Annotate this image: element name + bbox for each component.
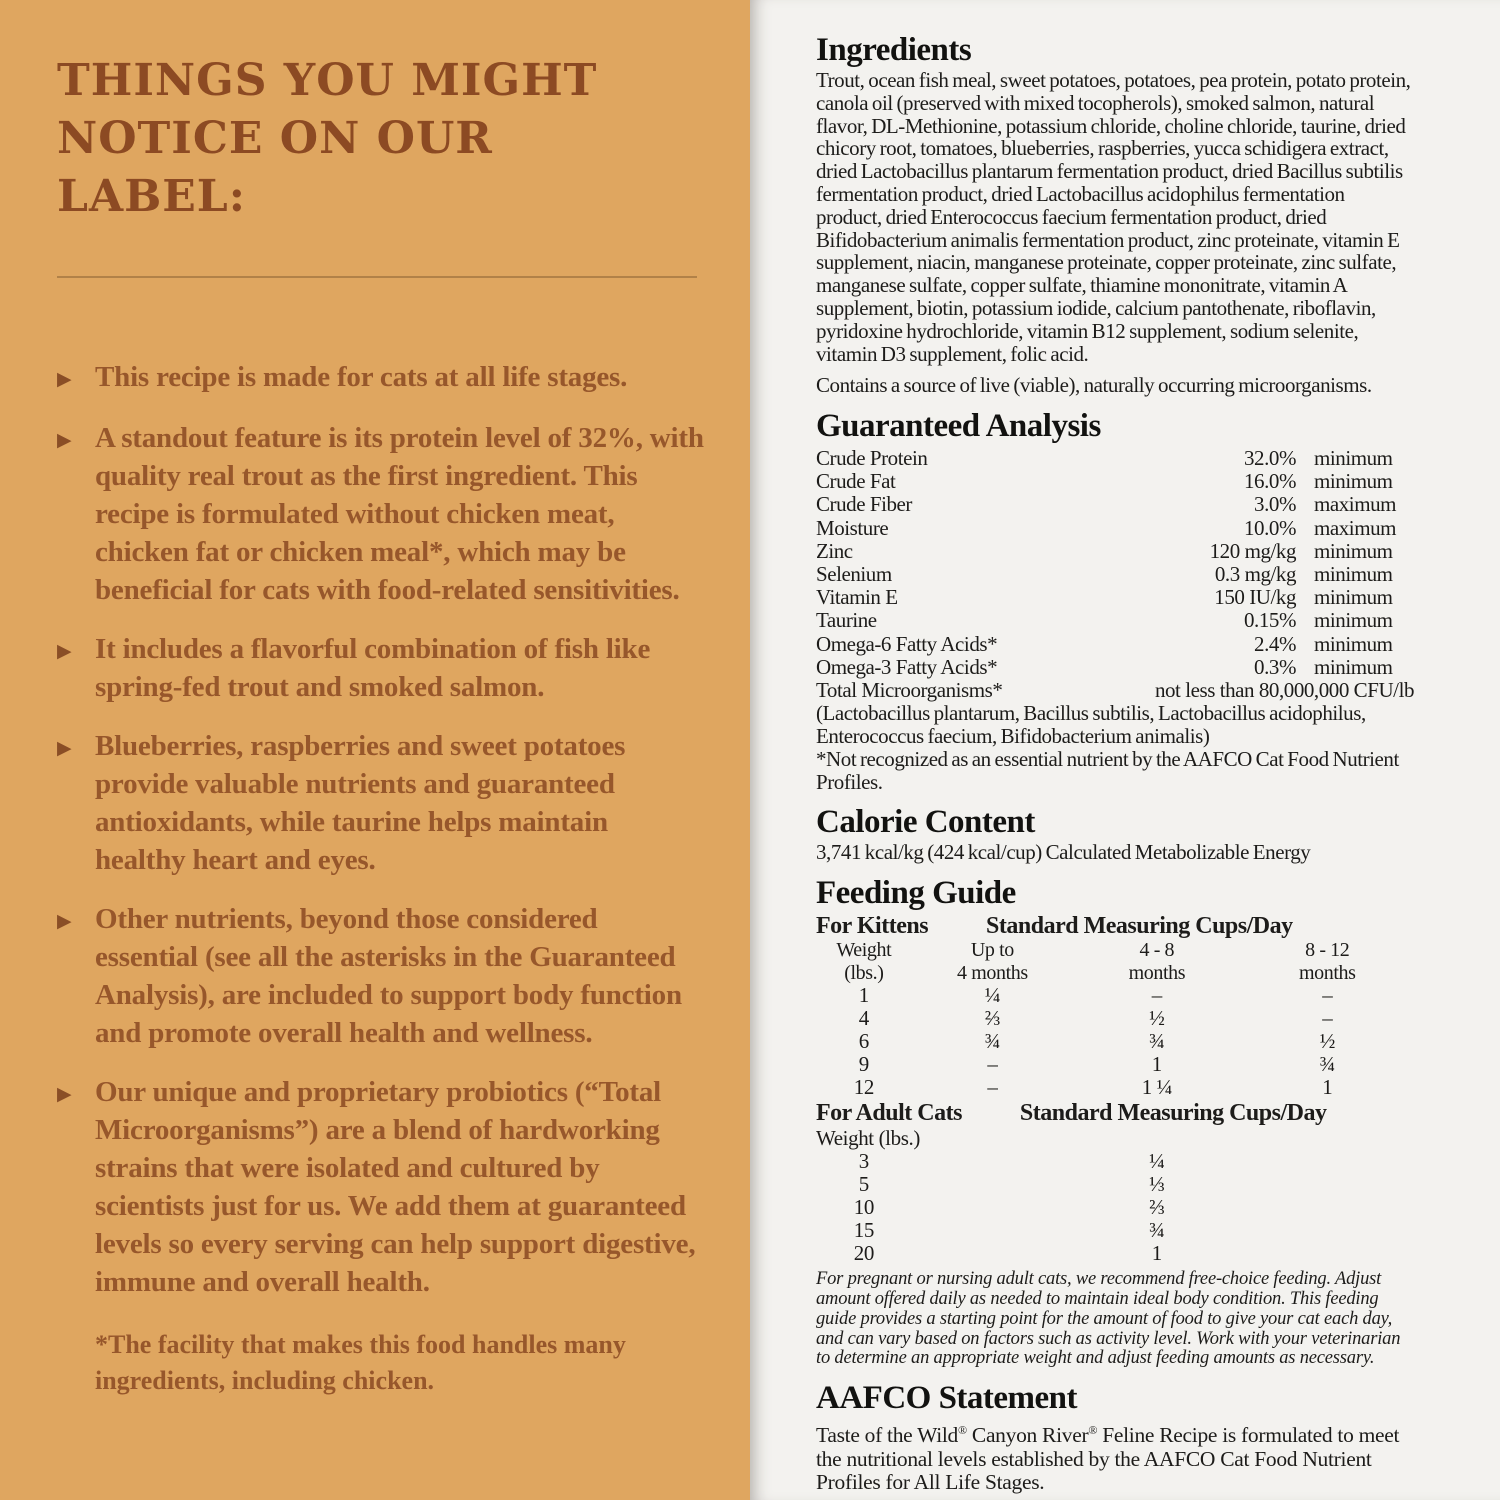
triangle-bullet-icon: ▶ <box>57 368 72 391</box>
cups-cell: ¼ <box>984 983 1001 1008</box>
column-header <box>1241 939 1414 984</box>
nutrient-label: Selenium <box>816 562 892 587</box>
column-header-line: (lbs.) <box>844 961 884 984</box>
column-header-line: 4 months <box>957 961 1028 984</box>
brand-name: Taste of the Wild <box>816 1423 958 1448</box>
cups-cell: ½ <box>1149 1006 1165 1031</box>
table-row <box>816 609 1414 632</box>
nutrient-value: 0.15% <box>1244 608 1296 633</box>
registered-mark: ® <box>958 1423 967 1438</box>
nutrient-qualifier: maximum <box>1314 515 1397 540</box>
adult-cats-table-title-row <box>816 1100 1414 1126</box>
guaranteed-analysis-table <box>816 447 1414 702</box>
calorie-content-value: 3,741 kcal/kg (424 kcal/cup) Calculated Metabolizable Energy <box>816 840 1311 865</box>
nutrition-label-panel <box>750 0 1500 1500</box>
bullet-list <box>57 358 704 1301</box>
spacer-cell <box>1241 1150 1414 1173</box>
bullet-text: It includes a flavorful combination of fish like spring-fed trout and smoked salmon. <box>95 633 651 704</box>
triangle-bullet-icon: ▶ <box>57 429 72 452</box>
column-header-line: 4 - 8 <box>1139 939 1175 962</box>
facility-footnote: *The facility that makes this food handles many ingredients, including chicken. <box>95 1330 626 1396</box>
total-microorganisms-row <box>816 679 1414 702</box>
list-item <box>57 727 704 879</box>
adult-weight-label: Weight (lbs.) <box>816 1126 920 1151</box>
weight-cell: 12 <box>853 1075 874 1100</box>
feeding-guide-heading: Feeding Guide <box>816 875 1016 912</box>
column-header-line: months <box>1128 961 1186 984</box>
table-row <box>816 633 1414 656</box>
nutrient-value: 0.3% <box>1254 654 1296 679</box>
cups-cell: 1 <box>1151 1241 1162 1266</box>
table-row <box>816 493 1414 516</box>
spacer-cell <box>1241 1219 1414 1242</box>
nutrient-value: 120 mg/kg <box>1209 538 1296 563</box>
nutrient-qualifier: minimum <box>1314 469 1393 494</box>
spacer-cell <box>912 1150 1073 1173</box>
contains-note: Contains a source of live (viable), naturally occurring microorganisms. <box>816 373 1372 398</box>
kittens-title: For Kittens <box>816 913 929 940</box>
list-item <box>57 419 704 609</box>
bullet-text: A standout feature is its protein level of 32%, with quality real trout as the first ingredient. This recipe is formulated without chicken meat, chicken fat or chicken meal*, which may be beneficial for cats with food-related sensitivities. <box>95 422 704 607</box>
weight-cell: 5 <box>858 1172 869 1197</box>
weight-cell: 3 <box>858 1149 869 1174</box>
table-row <box>816 517 1414 540</box>
adult-cats-title: For Adult Cats <box>816 1100 962 1127</box>
bullet-text: Blueberries, raspberries and sweet potatoes provide valuable nutrients and guaranteed antioxidants, while taurine helps maintain healthy heart and eyes. <box>95 730 626 877</box>
nutrient-label: Moisture <box>816 515 889 540</box>
list-item <box>57 900 704 1052</box>
column-header-line: months <box>1299 961 1356 984</box>
cups-cell: 1 ¼ <box>1141 1075 1172 1100</box>
recipe-name: Canyon River <box>966 1423 1089 1448</box>
kittens-subtitle: Standard Measuring Cups/Day <box>986 913 1293 940</box>
weight-cell: 1 <box>858 983 869 1008</box>
adult-cats-subtitle: Standard Measuring Cups/Day <box>1019 1100 1327 1127</box>
table-row <box>816 656 1414 679</box>
nutrient-label: Total Microorganisms* <box>816 678 1003 703</box>
nutrient-label: Crude Fat <box>816 469 896 494</box>
heading-divider <box>57 276 697 278</box>
column-header <box>1073 939 1240 984</box>
nutrient-value: 3.0% <box>1254 492 1296 517</box>
spacer-cell <box>1241 1242 1414 1265</box>
bullet-text: Our unique and proprietary probiotics (“Total Microorganisms”) are a blend of hardworking strains that were isolated and cultured by scientists just for us. We add them at guaranteed levels so every serving can help support digestive, immune and overall health. <box>95 1076 696 1299</box>
column-header-line: Up to <box>970 939 1014 962</box>
bullet-text: Other nutrients, beyond those considered essential (see all the asterisks in the Guaranteed Analysis), are included to support body function and promote overall health and wellness. <box>95 903 682 1050</box>
nutrient-value: 32.0% <box>1244 446 1296 471</box>
cups-cell: ¾ <box>1319 1052 1335 1077</box>
cups-cell: – <box>1322 1006 1333 1031</box>
nutrient-qualifier: maximum <box>1314 492 1397 517</box>
cups-cell: 1 <box>1322 1075 1333 1100</box>
weight-cell: 9 <box>858 1052 869 1077</box>
calorie-content-heading: Calorie Content <box>816 804 1035 841</box>
nutrient-qualifier: minimum <box>1314 538 1393 563</box>
aafco-nutrient-footnote: *Not recognized as an essential nutrient by the AAFCO Cat Food Nutrient Profiles. <box>816 746 1399 794</box>
column-header-line: 8 - 12 <box>1305 939 1350 962</box>
cups-cell: ¾ <box>1149 1029 1165 1054</box>
cups-cell: – <box>1151 983 1162 1008</box>
nutrient-label: Crude Fiber <box>816 492 912 517</box>
weight-cell: 20 <box>853 1241 874 1266</box>
nutrient-label: Crude Protein <box>816 446 928 471</box>
triangle-bullet-icon: ▶ <box>57 910 72 933</box>
nutrient-label: Zinc <box>816 538 853 563</box>
ingredients-paragraph: Trout, ocean fish meal, sweet potatoes, potatoes, pea protein, potato protein, canola oil (preserved with mixed tocopherols), smoked salmon, natural flavor, DL-Methionine, potassium chloride, choline chloride, taurine, dried chicory root, tomatoes, blueberries, raspberries, yucca schidigera extract, dried Lactobacillus plantarum fermentation product, dried Bacillus subtilis fermentation product, dried Lactobacillus acidophilus fermentation product, dried Enterococcus faecium fermentation product, dried Bifidobacterium animalis fermentation product, zinc proteinate, vitamin E supplement, niacin, manganese proteinate, copper proteinate, zinc sulfate, manganese sulfate, copper sulfate, thiamine mononitrate, vitamin A supplement, biotin, potassium iodide, calcium pantothenate, riboflavin, pyridoxine hydrochloride, vitamin B12 supplement, sodium selenite, vitamin D3 supplement, folic acid. <box>816 67 1411 366</box>
weight-cell: 15 <box>853 1218 874 1243</box>
cups-cell: – <box>987 1075 998 1100</box>
nutrient-label: Omega-3 Fatty Acids* <box>816 654 998 679</box>
spacer-cell <box>912 1219 1073 1242</box>
cups-cell: ½ <box>1319 1029 1335 1054</box>
nutrient-value: 16.0% <box>1244 469 1296 494</box>
feeding-guide-note: For pregnant or nursing adult cats, we recommend free-choice feeding. Adjust amount offered daily as needed to maintain ideal body condition. This feeding guide provides a starting point for the amount of food to give your cat each day, and can vary based on factors such as activity level. Work with your veterinarian to determine an appropriate weight and adjust feeding amounts as necessary. <box>816 1269 1401 1369</box>
table-row <box>816 470 1414 493</box>
weight-cell: 4 <box>858 1006 869 1031</box>
aafco-statement-heading: AAFCO Statement <box>816 1380 1078 1417</box>
aafco-statement-text: Feline Recipe is formulated to meet the nutritional levels established by the AAFCO Cat Food Nutrient Profiles for All Life Stages. <box>816 1423 1400 1495</box>
guaranteed-analysis-heading: Guaranteed Analysis <box>816 408 1101 445</box>
spacer-cell <box>912 1173 1073 1196</box>
cups-cell: – <box>987 1052 998 1077</box>
nutrient-qualifier: minimum <box>1314 446 1393 471</box>
spacer-cell <box>1241 1196 1414 1219</box>
nutrient-qualifier: minimum <box>1314 654 1393 679</box>
column-header-line: Weight <box>836 939 892 962</box>
column-header <box>816 939 912 984</box>
triangle-bullet-icon: ▶ <box>57 737 72 760</box>
triangle-bullet-icon: ▶ <box>57 640 72 663</box>
nutrient-qualifier: minimum <box>1314 608 1393 633</box>
spacer-cell <box>912 1242 1073 1265</box>
cups-cell: ⅓ <box>1149 1172 1165 1197</box>
table-row <box>816 540 1414 563</box>
bullet-text: This recipe is made for cats at all life stages. <box>95 361 628 394</box>
cups-cell: 1 <box>1151 1052 1162 1077</box>
weight-cell: 10 <box>853 1195 874 1220</box>
table-row <box>816 447 1414 470</box>
left-panel-heading: THINGS YOU MIGHT NOTICE ON OUR LABEL: <box>57 55 598 223</box>
nutrient-value: 0.3 mg/kg <box>1214 562 1296 587</box>
cups-cell: ⅔ <box>984 1006 1001 1031</box>
nutrient-qualifier: minimum <box>1314 585 1393 610</box>
nutrient-qualifier: minimum <box>1314 562 1393 587</box>
list-item <box>57 1073 704 1301</box>
nutrient-qualifier: minimum <box>1314 631 1393 656</box>
cups-cell: ¾ <box>984 1029 1001 1054</box>
probiotic-species-note: (Lactobacillus plantarum, Bacillus subtilis, Lactobacillus acidophilus, Enterococcus faecium, Bifidobacterium animalis) <box>816 701 1366 749</box>
cups-cell: ¾ <box>1149 1218 1165 1243</box>
nutrient-label: Taurine <box>816 608 877 633</box>
cups-cell: ⅔ <box>1149 1195 1165 1220</box>
nutrient-label: Vitamin E <box>816 585 898 610</box>
kittens-table <box>816 939 1414 1099</box>
ingredients-heading: Ingredients <box>816 32 972 68</box>
spacer-cell <box>1241 1173 1414 1196</box>
column-header <box>912 939 1073 984</box>
table-row <box>816 563 1414 586</box>
spacer-cell <box>912 1196 1073 1219</box>
registered-mark: ® <box>1088 1423 1098 1438</box>
nutrient-value: 150 IU/kg <box>1214 585 1296 610</box>
cups-cell: – <box>1322 983 1333 1008</box>
nutrient-value: 2.4% <box>1254 631 1296 656</box>
list-item <box>57 630 704 706</box>
list-item <box>57 358 704 398</box>
adult-cats-table <box>816 1150 1414 1265</box>
cups-cell: ¼ <box>1149 1149 1165 1174</box>
aafco-statement-body <box>816 1419 1414 1495</box>
nutrient-value: not less than 80,000,000 CFU/lb <box>1154 678 1414 703</box>
kittens-table-title-row <box>816 913 1414 939</box>
table-row <box>816 586 1414 609</box>
weight-cell: 6 <box>858 1029 869 1054</box>
nutrient-value: 10.0% <box>1244 515 1296 540</box>
triangle-bullet-icon: ▶ <box>57 1083 72 1106</box>
nutrient-label: Omega-6 Fatty Acids* <box>816 631 998 656</box>
